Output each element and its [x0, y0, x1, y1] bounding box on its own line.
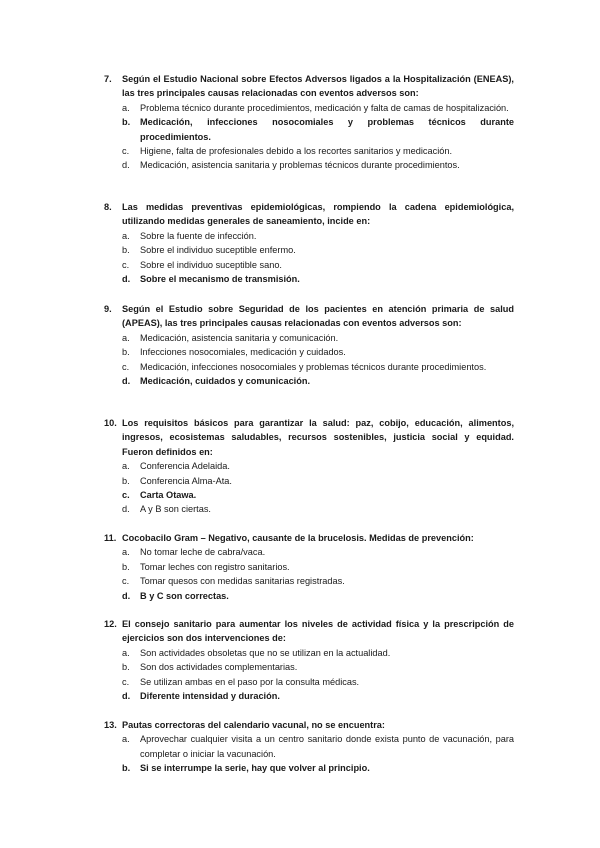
option-letter: d. [122, 274, 131, 285]
option-text: Sobre la fuente de infección. [140, 230, 257, 241]
answer-option-b-correct [104, 115, 514, 144]
question-number: 11. [104, 533, 117, 543]
option-text: Medicación, cuidados y comunicación. [140, 376, 311, 387]
option-letter: a. [122, 332, 130, 343]
option-text: B y C son correctas. [140, 590, 229, 601]
answer-option-b-correct [104, 761, 514, 775]
question-8 [104, 200, 514, 286]
option-text: Conferencia Adelaida. [140, 461, 230, 472]
option-letter: a. [122, 547, 130, 558]
option-letter: a. [122, 734, 130, 745]
question-text [104, 416, 514, 459]
option-letter: b. [122, 347, 130, 358]
question-text [104, 531, 514, 545]
answer-option-b [104, 660, 514, 674]
option-letter: c. [122, 361, 130, 372]
answer-option-a [104, 732, 514, 761]
option-letter: d. [122, 160, 130, 171]
question-statement: Según el Estudio Nacional sobre Efectos Adversos ligados a la Hospitalización (ENEAS), las tres principales causas relacionadas con eventos adversos son: [122, 74, 514, 99]
option-text: Se utilizan ambas en el paso por la consulta médicas. [140, 676, 360, 687]
option-text: Sobre el mecanismo de transmisión. [140, 274, 300, 285]
option-text: Tomar quesos con medidas sanitarias registradas. [140, 576, 345, 587]
option-letter: b. [122, 475, 130, 486]
option-letter: a. [122, 461, 130, 472]
answer-option-b [104, 474, 514, 488]
option-letter: b. [122, 763, 131, 774]
answer-option-a [104, 331, 514, 345]
option-text: Medicación, asistencia sanitaria y problemas técnicos durante procedimientos. [140, 160, 460, 171]
question-statement: Cocobacilo Gram – Negativo, causante de la brucelosis. Medidas de prevención: [122, 533, 474, 543]
answer-option-b [104, 560, 514, 574]
answer-option-d [104, 158, 514, 172]
option-letter: a. [122, 647, 130, 658]
option-letter: d. [122, 376, 131, 387]
option-text: Infecciones nosocomiales, medicación y cuidados. [140, 347, 346, 358]
question-number: 7. [104, 74, 112, 84]
option-text: Medicación, infecciones nosocomiales y problemas técnicos durante procedimientos. [140, 117, 514, 142]
option-text: Sobre el individuo suceptible enfermo. [140, 245, 296, 256]
option-text: Si se interrumpe la serie, hay que volver al principio. [140, 763, 370, 774]
answer-option-a [104, 646, 514, 660]
option-letter: a. [122, 102, 130, 113]
answer-option-a [104, 229, 514, 243]
option-text: Son actividades obsoletas que no se utilizan en la actualidad. [140, 647, 391, 658]
question-number: 10. [104, 418, 117, 428]
answer-option-b [104, 345, 514, 359]
option-text: No tomar leche de cabra/vaca. [140, 547, 266, 558]
option-text: Tomar leches con registro sanitarios. [140, 561, 290, 572]
answer-option-a [104, 545, 514, 559]
question-text [104, 200, 514, 229]
option-text: Diferente intensidad y duración. [140, 691, 280, 702]
question-statement: El consejo sanitario para aumentar los niveles de actividad física y la prescripción de ejercicios son dos intervenciones de: [122, 619, 514, 644]
option-letter: b. [122, 561, 130, 572]
question-11 [104, 531, 514, 603]
question-text [104, 617, 514, 646]
option-text: Son dos actividades complementarias. [140, 662, 298, 673]
question-9 [104, 302, 514, 388]
option-letter: d. [122, 590, 131, 601]
question-13 [104, 718, 514, 776]
option-letter: c. [122, 676, 130, 687]
option-letter: b. [122, 117, 131, 128]
answer-option-c [104, 258, 514, 272]
answer-option-c [104, 574, 514, 588]
option-text: Sobre el individuo suceptible sano. [140, 259, 282, 270]
option-letter: c. [122, 576, 130, 587]
answer-option-c [104, 360, 514, 374]
question-statement: Según el Estudio sobre Seguridad de los pacientes en atención primaria de salud (APEAS), las tres principales causas relacionadas con eventos adversos son: [122, 304, 514, 329]
option-text: Carta Otawa. [140, 490, 197, 501]
question-number: 13. [104, 720, 117, 730]
answer-option-d-correct [104, 272, 514, 286]
question-7 [104, 72, 514, 173]
answer-option-d-correct [104, 689, 514, 703]
option-letter: c. [122, 259, 130, 270]
answer-option-d-correct [104, 589, 514, 603]
option-text: Aprovechar cualquier visita a un centro sanitario donde exista punto de vacunación, para completar o iniciar la vacunación. [140, 734, 514, 759]
question-12 [104, 617, 514, 703]
option-letter: a. [122, 230, 130, 241]
option-letter: c. [122, 490, 130, 501]
option-text: Higiene, falta de profesionales debido a los recortes sanitarios y medicación. [140, 146, 453, 157]
answer-option-c [104, 675, 514, 689]
answer-option-a [104, 101, 514, 115]
option-letter: d. [122, 691, 131, 702]
answer-option-d [104, 502, 514, 516]
option-text: A y B son ciertas. [140, 504, 211, 515]
option-letter: d. [122, 504, 130, 515]
question-statement: Las medidas preventivas epidemiológicas, rompiendo la cadena epidemiológica, utilizando medidas generales de saneamiento, incide en: [122, 202, 514, 227]
option-text: Medicación, infecciones nosocomiales y problemas técnicos durante procedimientos. [140, 361, 487, 372]
question-number: 12. [104, 619, 117, 629]
question-text [104, 72, 514, 101]
question-10 [104, 416, 514, 517]
question-statement: Los requisitos básicos para garantizar la salud: paz, cobijo, educación, alimentos, ingresos, ecosistemas saludables, recursos sostenibles, justicia social y equidad. Fueron definidos en: [122, 418, 514, 457]
question-number: 9. [104, 304, 112, 314]
answer-option-a [104, 459, 514, 473]
option-letter: b. [122, 245, 130, 256]
option-letter: c. [122, 146, 130, 157]
answer-option-d-correct [104, 374, 514, 388]
question-text [104, 718, 514, 732]
question-text [104, 302, 514, 331]
option-text: Problema técnico durante procedimientos, medicación y falta de camas de hospitalización. [140, 102, 509, 113]
question-number: 8. [104, 202, 112, 212]
question-statement: Pautas correctoras del calendario vacunal, no se encuentra: [122, 720, 385, 730]
option-text: Medicación, asistencia sanitaria y comunicación. [140, 332, 339, 343]
option-letter: b. [122, 662, 130, 673]
answer-option-c [104, 144, 514, 158]
answer-option-c-correct [104, 488, 514, 502]
option-text: Conferencia Alma-Ata. [140, 475, 232, 486]
answer-option-b [104, 243, 514, 257]
